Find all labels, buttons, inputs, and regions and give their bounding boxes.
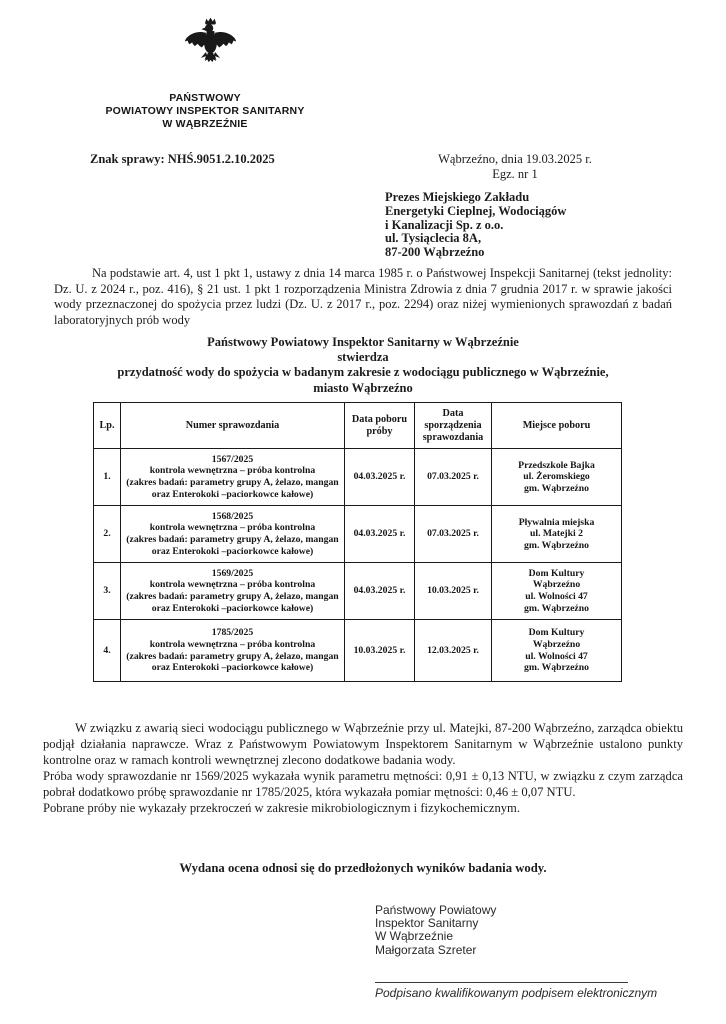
recipient-line-2: Energetyki Cieplnej, Wodociągów (385, 203, 567, 218)
place-3: gm. Wąbrzeźno (524, 482, 589, 494)
eagle-crown (205, 18, 216, 25)
org-name-line-3: W WĄBRZEŹNIE (162, 118, 248, 130)
place-1: Pływalnia miejska (518, 516, 595, 528)
place-2: ul. Matejki 2 (529, 528, 583, 540)
copy-number: Egz. nr 1 (492, 166, 538, 181)
header-sampling-date: Data poboru próby (345, 403, 415, 449)
body-paragraph-2: Próba wody sprawozdanie nr 1569/2025 wykazała wynik parametru mętności: 0,91 ± 0,13 NTU, w związku z czym zarządca pobrał dodatkowo próbę sprawozdanie nr 1785/2025, która wykazała pomiar mętności: 0,46 ± 0,07 NTU. (43, 769, 683, 799)
cell-report-date: 10.03.2025 r. (415, 563, 492, 620)
report-desc-1: kontrola wewnętrzna – próba kontrolna (149, 579, 316, 591)
report-desc-2: (zakres badań: parametry grupy A, żelazo, mangan (126, 650, 339, 662)
report-desc-1: kontrola wewnętrzna – próba kontrolna (149, 465, 316, 477)
report-desc-1: kontrola wewnętrzna – próba kontrolna (149, 522, 316, 534)
cell-sampling-date: 10.03.2025 r. (345, 620, 415, 682)
header-lp: Lp. (94, 403, 121, 449)
cell-lp: 2. (94, 506, 121, 563)
legal-basis-paragraph: Na podstawie art. 4, ust 1 pkt 1, ustawy z dnia 14 marca 1985 r. o Państwowej Inspekcji Sanitarnej (tekst jednolity: Dz. U. z 2024 r., poz. 416), § 21 ust. 1 pkt 1 rozporządzenia Ministra Zdrowia z dnia 7 grudnia 2017 r. w sprawie jakości wody przeznaczonej do spożycia przez ludzi (Dz. U. z 2017 r., poz. 2294) oraz niżej wymienionych sprawozdań z badań laboratoryjnych prób wody (54, 266, 672, 327)
table-row (94, 449, 622, 506)
cell-place (492, 563, 622, 620)
eagle-body (204, 31, 216, 53)
cell-place (492, 620, 622, 682)
statement-line-4: miasto Wąbrzeźno (313, 380, 413, 395)
report-no: 1568/2025 (211, 510, 254, 522)
recipient-line-3: i Kanalizacji Sp. z o.o. (385, 217, 504, 232)
conclusion-line: Wydana ocena odnosi się do przedłożonych wyników badania wody. (179, 861, 547, 875)
table-row (94, 620, 622, 682)
eagle-left-wing (185, 32, 207, 47)
eagle-beak (201, 27, 206, 31)
cell-report-number (121, 506, 345, 563)
statement-line-3: przydatność wody do spożycia w badanym zakresie z wodociągu publicznego w Wąbrzeźnie, (117, 365, 609, 380)
report-desc-3: oraz Enterokoki –paciorkowce kałowe) (151, 662, 314, 674)
place-3: ul. Wolności 47 (525, 650, 588, 662)
cell-sampling-date: 04.03.2025 r. (345, 449, 415, 506)
place-3: gm. Wąbrzeźno (524, 539, 589, 551)
place-and-date: Wąbrzeźno, dnia 19.03.2025 r. (438, 152, 592, 166)
report-desc-3: oraz Enterokoki –paciorkowce kałowe) (151, 488, 314, 500)
signature-line-1: Państwowy Powiatowy (375, 903, 497, 917)
place-4: gm. Wąbrzeźno (524, 662, 589, 674)
report-desc-1: kontrola wewnętrzna – próba kontrolna (149, 638, 316, 650)
report-desc-2: (zakres badań: parametry grupy A, żelazo, mangan (126, 591, 339, 602)
polish-eagle-emblem (183, 15, 238, 79)
header-report-date: Data sporządzenia sprawozdania (415, 403, 492, 449)
place-1: Dom Kultury (528, 627, 585, 639)
table-header-row (94, 403, 622, 449)
cell-sampling-date: 04.03.2025 r. (345, 563, 415, 620)
date-block (425, 152, 605, 181)
recipient-line-4: ul. Tysiąclecia 8A, (385, 231, 482, 246)
place-2: ul. Żeromskiego (523, 471, 590, 483)
cell-report-number (121, 620, 345, 682)
cell-report-date: 07.03.2025 r. (415, 506, 492, 563)
statement-line-2: stwierdza (337, 350, 389, 365)
cell-report-date: 07.03.2025 r. (415, 449, 492, 506)
water-reports-table (93, 402, 622, 682)
place-1: Przedszkole Bajka (518, 459, 595, 471)
place-3: ul. Wolności 47 (525, 591, 588, 602)
place-2: Wąbrzeźno (532, 638, 581, 650)
org-name-line-1: PAŃSTWOWY (169, 92, 241, 104)
cell-lp: 3. (94, 563, 121, 620)
body-paragraph-1: W związku z awarią sieci wodociągu publicznego w Wąbrzeźnie przy ul. Matejki, 87-200 Wąbrzeźno, zarządca obiektu podjął działania naprawcze. Wraz z Państwowym Powiatowym Inspektorem Sanitarnym w Wąbrzeźnie ustalono punkty kontrolne oraz w ramach kontroli wewnętrznej zlecono dodatkowe badania wody. (43, 721, 683, 767)
eagle-right-wing (215, 32, 237, 47)
org-name-line-2: POWIATOWY INSPEKTOR SANITARNY (105, 105, 305, 117)
place-4: gm. Wąbrzeźno (524, 602, 589, 614)
report-desc-2: (zakres badań: parametry grupy A, żelazo, mangan (126, 477, 339, 488)
signature-line-2: Inspektor Sanitarny (375, 916, 479, 931)
report-desc-3: oraz Enterokoki –paciorkowce kałowe) (151, 545, 314, 557)
place-2: Wąbrzeźno (532, 579, 581, 591)
header-report-number: Numer sprawozdania (121, 403, 345, 449)
table-row (94, 506, 622, 563)
header-sampling-place: Miejsce poboru (492, 403, 622, 449)
recipient-line-1: Prezes Miejskiego Zakładu (385, 190, 530, 204)
recipient-line-5: 87-200 Wąbrzeźno (385, 245, 485, 260)
recipient-address (385, 191, 566, 260)
case-number: Znak sprawy: NHŚ.9051.2.10.2025 (90, 152, 275, 166)
table-row (94, 563, 622, 620)
signature-divider (375, 982, 628, 983)
cell-place (492, 449, 622, 506)
letterhead-org-name (55, 92, 355, 131)
cell-place (492, 506, 622, 563)
electronic-signature-note: Podpisano kwalifikowanym podpisem elektronicznym (375, 986, 658, 1000)
cell-report-date: 12.03.2025 r. (415, 620, 492, 682)
statement-line-1: Państwowy Powiatowy Inspektor Sanitarny w Wąbrzeźnie (207, 335, 519, 349)
report-desc-3: oraz Enterokoki –paciorkowce kałowe) (151, 602, 314, 614)
report-no: 1785/2025 (211, 627, 254, 639)
place-1: Dom Kultury (528, 567, 585, 579)
statement-block (0, 335, 726, 396)
cell-report-number (121, 449, 345, 506)
report-no: 1567/2025 (211, 453, 254, 465)
signature-line-3: W Wąbrzeźnie (375, 929, 454, 944)
cell-report-number (121, 563, 345, 620)
signature-line-4: Małgorzata Szreter (375, 942, 477, 957)
cell-lp: 4. (94, 620, 121, 682)
report-no: 1569/2025 (211, 567, 254, 579)
signature-block (375, 904, 496, 957)
cell-sampling-date: 04.03.2025 r. (345, 506, 415, 563)
body-text (43, 720, 683, 816)
body-paragraph-3: Pobrane próby nie wykazały przekroczeń w zakresie mikrobiologicznym i fizykochemicznym. (43, 801, 520, 815)
cell-lp: 1. (94, 449, 121, 506)
report-desc-2: (zakres badań: parametry grupy A, żelazo, mangan (126, 534, 339, 545)
